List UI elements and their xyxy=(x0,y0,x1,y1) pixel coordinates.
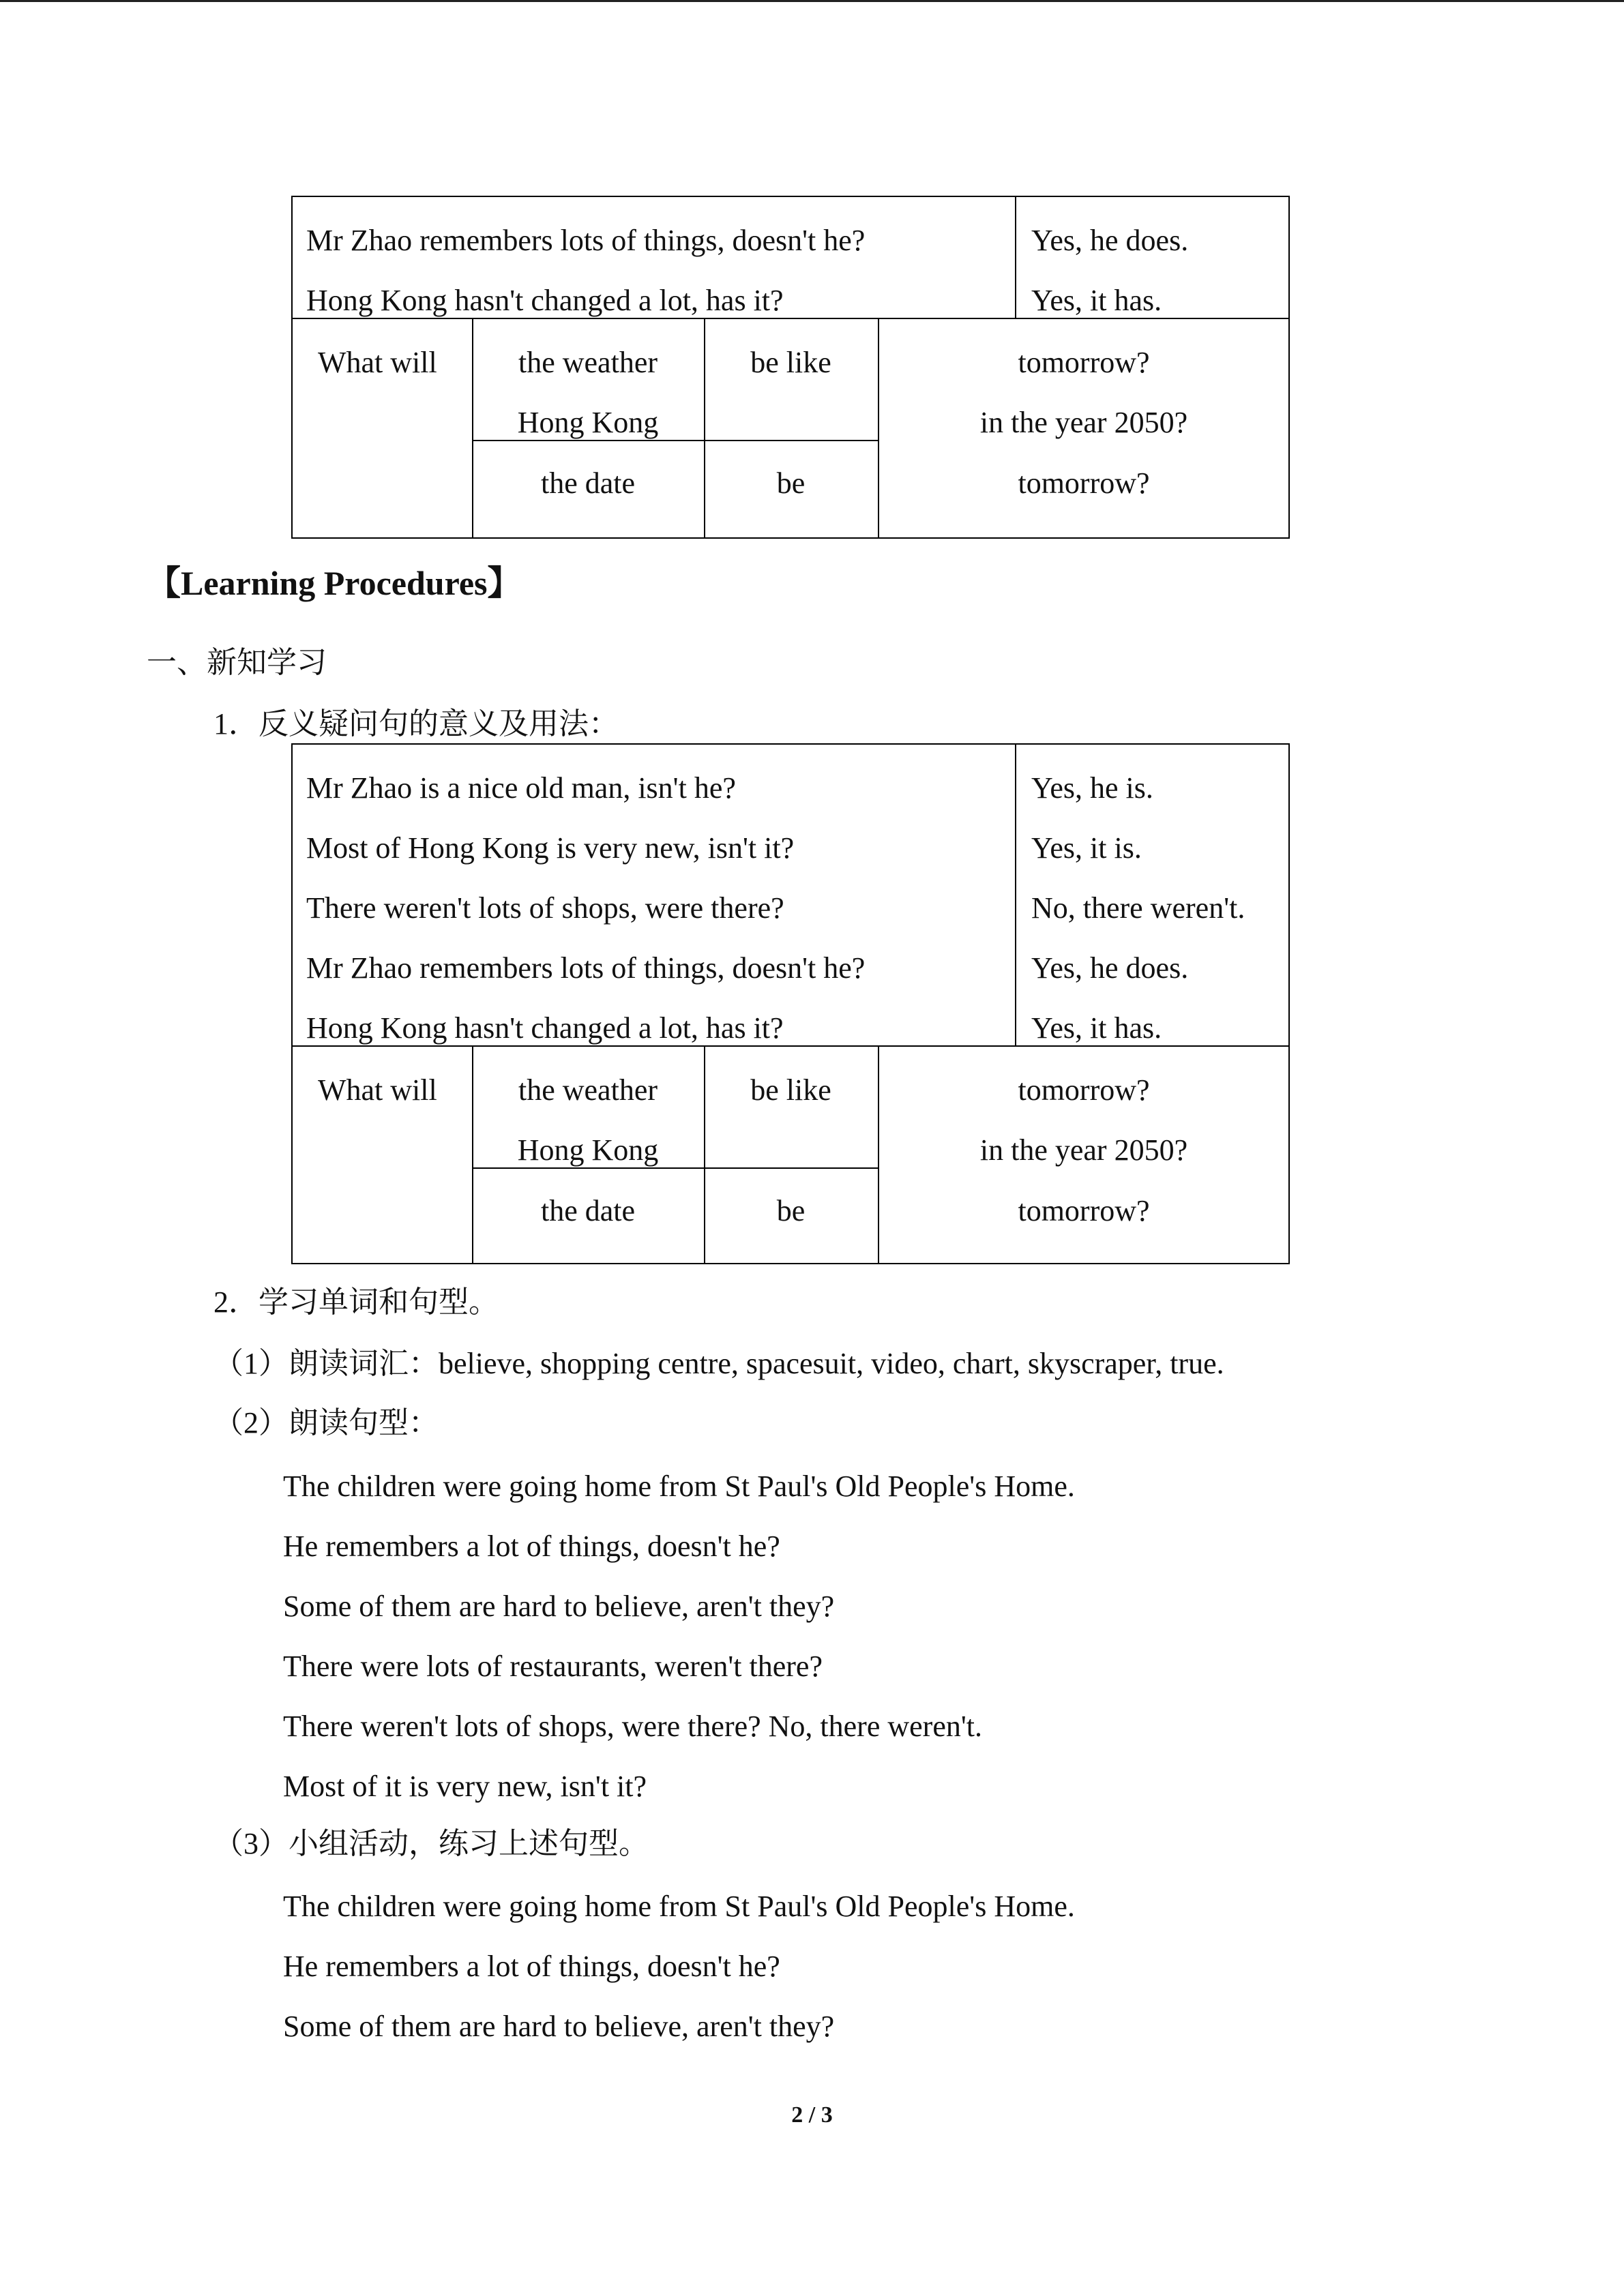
page-number: 2 / 3 xyxy=(791,2102,833,2128)
sentence: Some of them are hard to believe, aren't they? xyxy=(283,2010,835,2043)
wh-year: in the year 2050? xyxy=(979,1133,1188,1167)
sentence: Most of it is very new, isn't it? xyxy=(283,1770,647,1803)
wh-be-like: be like xyxy=(750,1073,831,1107)
sub-item: （2）朗读句型： xyxy=(213,1406,439,1440)
sentence: There weren't lots of shops, were there? No, there weren't. xyxy=(283,1710,982,1743)
wh-row-divider xyxy=(472,1167,878,1169)
sentence: There were lots of restaurants, weren't there? xyxy=(283,1650,823,1683)
item-title: 1．反义疑问句的意义及用法： xyxy=(213,707,619,741)
wh-year: in the year 2050? xyxy=(979,406,1188,439)
qa-answer: Yes, he does. xyxy=(1031,224,1189,257)
section-heading: 【Learning Procedures】 xyxy=(147,564,522,602)
wh-date: the date xyxy=(540,466,636,500)
wh-tomorrow: tomorrow? xyxy=(1018,1194,1150,1227)
wh-what-will: What will xyxy=(318,1073,437,1107)
sentence: He remembers a lot of things, doesn't he? xyxy=(283,1950,780,1983)
qa-answer: No, there weren't. xyxy=(1031,891,1245,925)
qa-answer: Yes, it has. xyxy=(1031,1011,1162,1045)
qa-answer: Yes, it has. xyxy=(1031,284,1162,317)
section-title: 一、新知学习 xyxy=(147,646,327,679)
sub-item: （3）小组活动，练习上述句型。 xyxy=(213,1827,649,1860)
sentence: The children were going home from St Paul's Old People's Home. xyxy=(283,1470,1075,1503)
wh-weather: the weather xyxy=(518,346,658,379)
sub-item: （1）朗读词汇：believe, shopping centre, spacesuit, video, chart, skyscraper, true. xyxy=(213,1347,1224,1380)
top-wh-table xyxy=(291,319,1290,539)
wh-table xyxy=(291,1047,1290,1264)
wh-weather: the weather xyxy=(518,1073,658,1107)
wh-tomorrow: tomorrow? xyxy=(1018,1073,1150,1107)
wh-row-divider xyxy=(472,440,878,441)
page-top-border xyxy=(0,0,1624,2)
qa-table xyxy=(291,743,1290,1047)
sentence: The children were going home from St Paul's Old People's Home. xyxy=(283,1890,1075,1923)
wh-be: be xyxy=(776,466,806,500)
wh-date: the date xyxy=(540,1194,636,1227)
qa-question: There weren't lots of shops, were there? xyxy=(306,891,784,925)
wh-tomorrow: tomorrow? xyxy=(1018,466,1150,500)
wh-hong-kong: Hong Kong xyxy=(517,1133,659,1167)
wh-tomorrow: tomorrow? xyxy=(1018,346,1150,379)
qa-answer: Yes, he does. xyxy=(1031,951,1189,985)
qa-question: Hong Kong hasn't changed a lot, has it? xyxy=(306,1011,784,1045)
qa-question: Mr Zhao remembers lots of things, doesn't he? xyxy=(306,224,866,257)
qa-question: Mr Zhao remembers lots of things, doesn't he? xyxy=(306,951,866,985)
wh-hong-kong: Hong Kong xyxy=(517,406,659,439)
sentence: Some of them are hard to believe, aren't they? xyxy=(283,1590,835,1623)
wh-be: be xyxy=(776,1194,806,1227)
qa-question: Hong Kong hasn't changed a lot, has it? xyxy=(306,284,784,317)
qa-answer: Yes, he is. xyxy=(1031,771,1153,805)
qa-question: Most of Hong Kong is very new, isn't it? xyxy=(306,831,795,865)
qa-divider xyxy=(1015,197,1016,318)
wh-what-will: What will xyxy=(318,346,437,379)
wh-be-like: be like xyxy=(750,346,831,379)
qa-divider xyxy=(1015,745,1016,1045)
qa-question: Mr Zhao is a nice old man, isn't he? xyxy=(306,771,736,805)
qa-answer: Yes, it is. xyxy=(1031,831,1142,865)
top-qa-table xyxy=(291,196,1290,319)
item-title: 2．学习单词和句型。 xyxy=(213,1285,499,1319)
sentence: He remembers a lot of things, doesn't he? xyxy=(283,1530,780,1563)
